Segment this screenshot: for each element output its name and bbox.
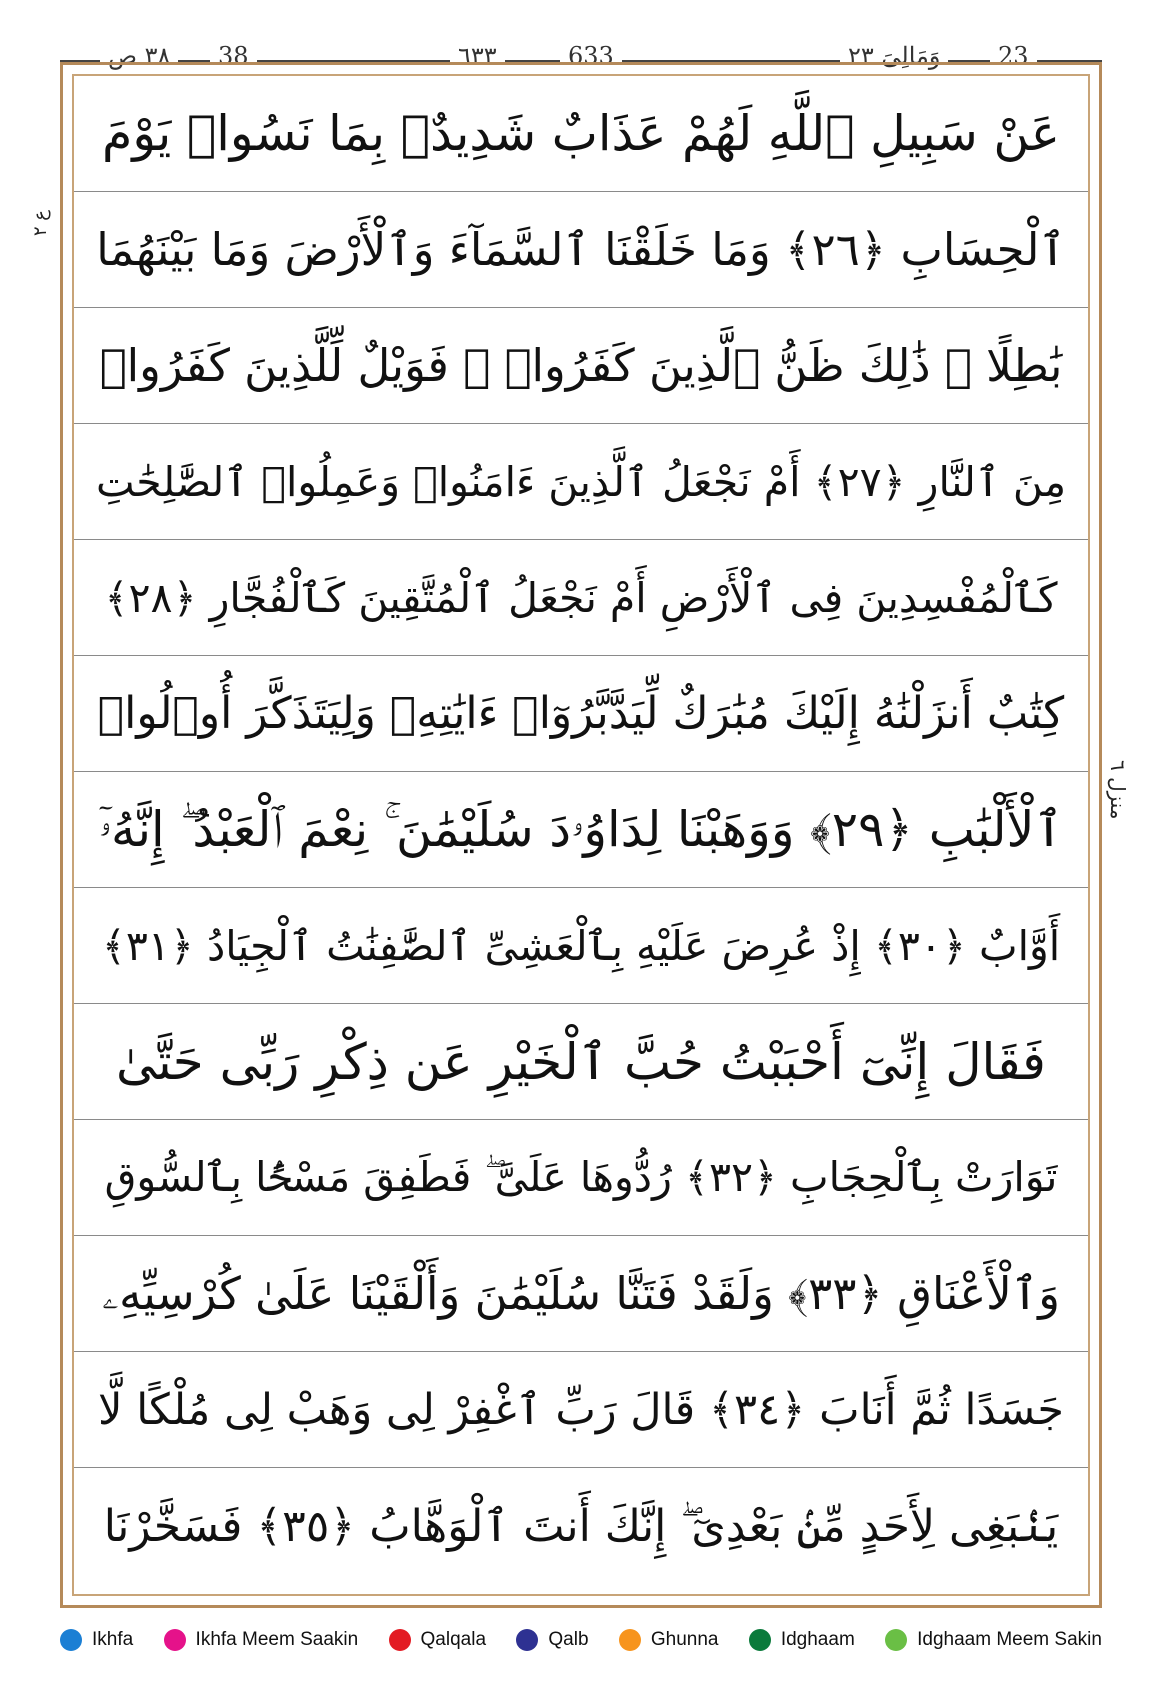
legend-dot	[60, 1629, 82, 1651]
legend-item-ikhfa	[60, 1629, 133, 1651]
legend-label: Idghaam	[780, 1629, 855, 1650]
legend-dot	[516, 1629, 538, 1651]
manzil-marker: منزل ٦	[1106, 760, 1130, 820]
ruku-marker: ع ٢	[30, 210, 51, 237]
legend-dot	[885, 1629, 907, 1651]
verse-line-text: يَنۢبَغِى لِأَحَدٍ مِّنۢ بَعْدِىٓ ۖ إِنَّكَ أَنتَ ٱلْوَهَّابُ ﴿٣٥﴾ فَسَخَّرْنَا	[103, 1500, 1059, 1552]
verse-line-text: ٱلْأَلْبَٰبِ ﴿٢٩﴾ وَوَهَبْنَا لِدَاوُۥدَ سُلَيْمَٰنَ ۚ نِعْمَ ٱلْعَبْدُ ۖ إِنَّهُۥٓ	[98, 800, 1064, 858]
verse-line-text: أَوَّابٌ ﴿٣٠﴾ إِذْ عُرِضَ عَلَيْهِ بِٱلْعَشِىِّ ٱلصَّٰفِنَٰتُ ٱلْجِيَادُ ﴿٣١﴾	[101, 921, 1061, 970]
verse-line	[74, 424, 1088, 540]
verse-line-text: كِتَٰبٌ أَنزَلْنَٰهُ إِلَيْكَ مُبَٰرَكٌ لِّيَدَّبَّرُوٓا۟ ءَايَٰتِهِۦ وَلِيَتَذَكَّرَ أُو۟لُوا۟	[97, 688, 1065, 739]
verse-line-text: كَٱلْمُفْسِدِينَ فِى ٱلْأَرْضِ أَمْ نَجْعَلُ ٱلْمُتَّقِينَ كَٱلْفُجَّارِ ﴿٢٨﴾	[104, 573, 1058, 622]
verse-line	[74, 1352, 1088, 1468]
header-para-urdu: وَمَالِیَ ٢٣	[840, 42, 948, 70]
header-surah-number: 38	[210, 42, 257, 70]
legend-item-qalqala	[389, 1629, 487, 1651]
legend-dot	[164, 1629, 186, 1651]
legend-item-ikhfa-meem-saakin	[164, 1629, 359, 1651]
verse-line	[74, 1236, 1088, 1352]
quran-text-block	[74, 76, 1088, 1584]
legend-dot	[749, 1629, 771, 1651]
verse-line	[74, 1468, 1088, 1584]
verse-line-text: مِنَ ٱلنَّارِ ﴿٢٧﴾ أَمْ نَجْعَلُ ٱلَّذِينَ ءَامَنُوا۟ وَعَمِلُوا۟ ٱلصَّٰلِحَٰتِ	[95, 457, 1067, 506]
verse-line	[74, 1004, 1088, 1120]
legend-label: Idghaam Meem Sakin	[917, 1629, 1102, 1650]
verse-line-text: ٱلْحِسَابِ ﴿٢٦﴾ وَمَا خَلَقْنَا ٱلسَّمَآءَ وَٱلْأَرْضَ وَمَا بَيْنَهُمَا	[96, 223, 1066, 276]
legend-label: Qalqala	[420, 1629, 487, 1650]
legend-item-ghunna	[619, 1629, 719, 1651]
header-para-number: 23	[990, 42, 1037, 70]
header-surah-urdu: ٣٨ ص	[100, 42, 178, 70]
legend-item-idghaam	[749, 1629, 855, 1651]
verse-line-text: فَقَالَ إِنِّىٓ أَحْبَبْتُ حُبَّ ٱلْخَيْرِ عَن ذِكْرِ رَبِّى حَتَّىٰ	[116, 1032, 1046, 1091]
verse-line-text: جَسَدًا ثُمَّ أَنَابَ ﴿٣٤﴾ قَالَ رَبِّ ٱغْفِرْ لِى وَهَبْ لِى مُلْكًا لَّا	[98, 1384, 1064, 1435]
verse-line	[74, 656, 1088, 772]
tajweed-legend	[60, 1622, 1102, 1658]
legend-label: Qalb	[548, 1629, 589, 1650]
verse-line	[74, 540, 1088, 656]
verse-line-text: تَوَارَتْ بِٱلْحِجَابِ ﴿٣٢﴾ رُدُّوهَا عَلَىَّ ۖ فَطَفِقَ مَسْحًۢا بِٱلسُّوقِ	[104, 1153, 1058, 1201]
legend-dot	[619, 1629, 641, 1651]
verse-line	[74, 192, 1088, 308]
legend-item-qalb	[516, 1629, 588, 1651]
verse-line-text: وَٱلْأَعْنَاقِ ﴿٣٣﴾ وَلَقَدْ فَتَنَّا سُلَيْمَٰنَ وَأَلْقَيْنَا عَلَىٰ كُرْسِيِّهِۦ	[102, 1266, 1060, 1320]
legend-item-idghaam-meem-sakin	[885, 1629, 1102, 1651]
legend-label: Ikhfa Meem Saakin	[195, 1629, 359, 1650]
legend-dot	[389, 1629, 411, 1651]
verse-line	[74, 1120, 1088, 1236]
verse-line	[74, 888, 1088, 1004]
legend-label: Ikhfa	[92, 1629, 134, 1650]
header-page-number: 633	[560, 42, 622, 70]
verse-line-text: بَٰطِلًا ۚ ذَٰلِكَ ظَنُّ ٱلَّذِينَ كَفَرُوا۟ ۚ فَوَيْلٌ لِّلَّذِينَ كَفَرُوا۟	[99, 339, 1063, 392]
verse-line	[74, 308, 1088, 424]
legend-label: Ghunna	[650, 1629, 719, 1650]
verse-line	[74, 76, 1088, 192]
verse-line	[74, 772, 1088, 888]
header-page-urdu: ٦٣٣	[450, 42, 505, 70]
verse-line-text: عَنْ سَبِيلِ ٱللَّهِ لَهُمْ عَذَابٌ شَدِيدٌۢ بِمَا نَسُوا۟ يَوْمَ	[102, 105, 1060, 162]
